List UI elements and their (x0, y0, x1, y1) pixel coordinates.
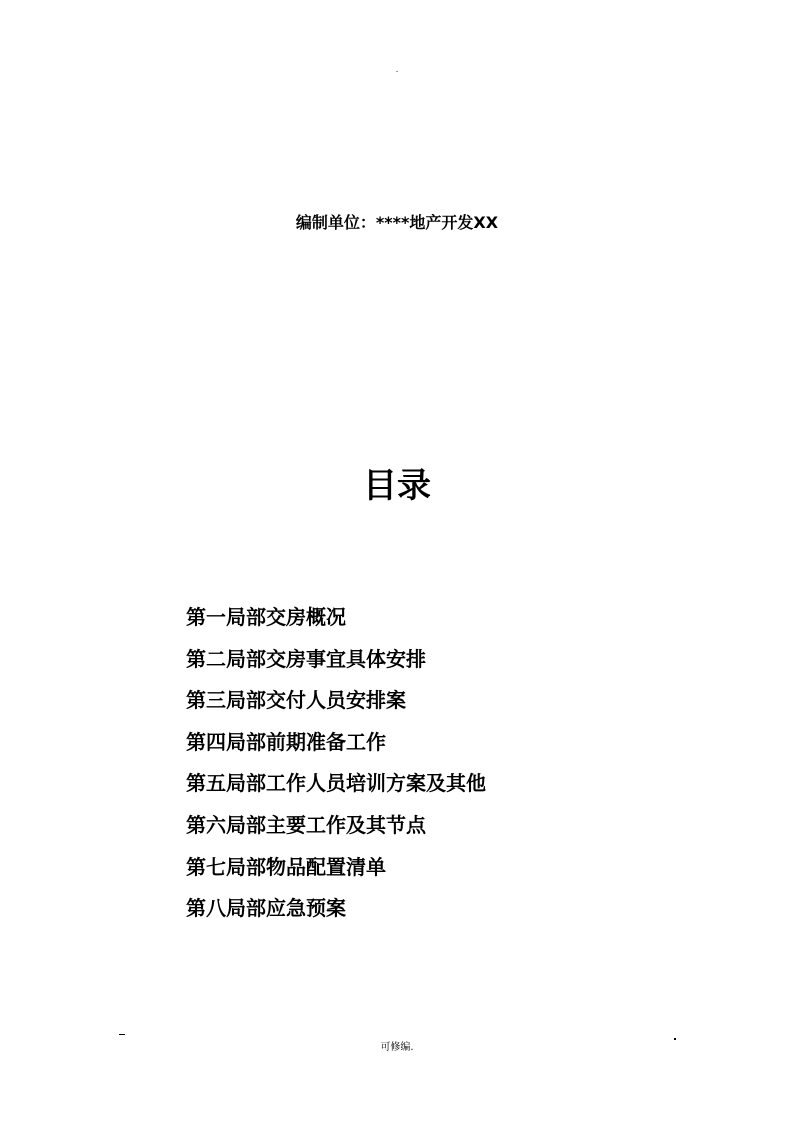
toc-title: 目录 (363, 466, 431, 506)
toc-item-6[interactable]: 第六局部主要工作及其节点 (186, 812, 426, 837)
toc-item-3[interactable]: 第三局部交付人员安排案 (186, 688, 406, 713)
footer-text: 可修编. (380, 1042, 414, 1053)
footer-right-mark (674, 1038, 676, 1040)
toc-item-7[interactable]: 第七局部物品配置清单 (186, 854, 386, 879)
toc-item-1[interactable]: 第一局部交房概况 (186, 605, 346, 629)
toc-item-8[interactable]: 第八局部应急预案 (186, 896, 346, 921)
toc-item-4[interactable]: 第四局部前期准备工作 (186, 729, 386, 754)
toc-item-2[interactable]: 第二局部交房事宜具体安排 (186, 646, 426, 671)
organization-line: 编制单位：****地产开发XX (295, 213, 499, 232)
header-dot-mark: . (395, 65, 399, 74)
toc-item-5[interactable]: 第五局部工作人员培训方案及其他 (186, 771, 486, 796)
table-of-contents (186, 600, 486, 933)
footer-left-mark (119, 1034, 125, 1037)
